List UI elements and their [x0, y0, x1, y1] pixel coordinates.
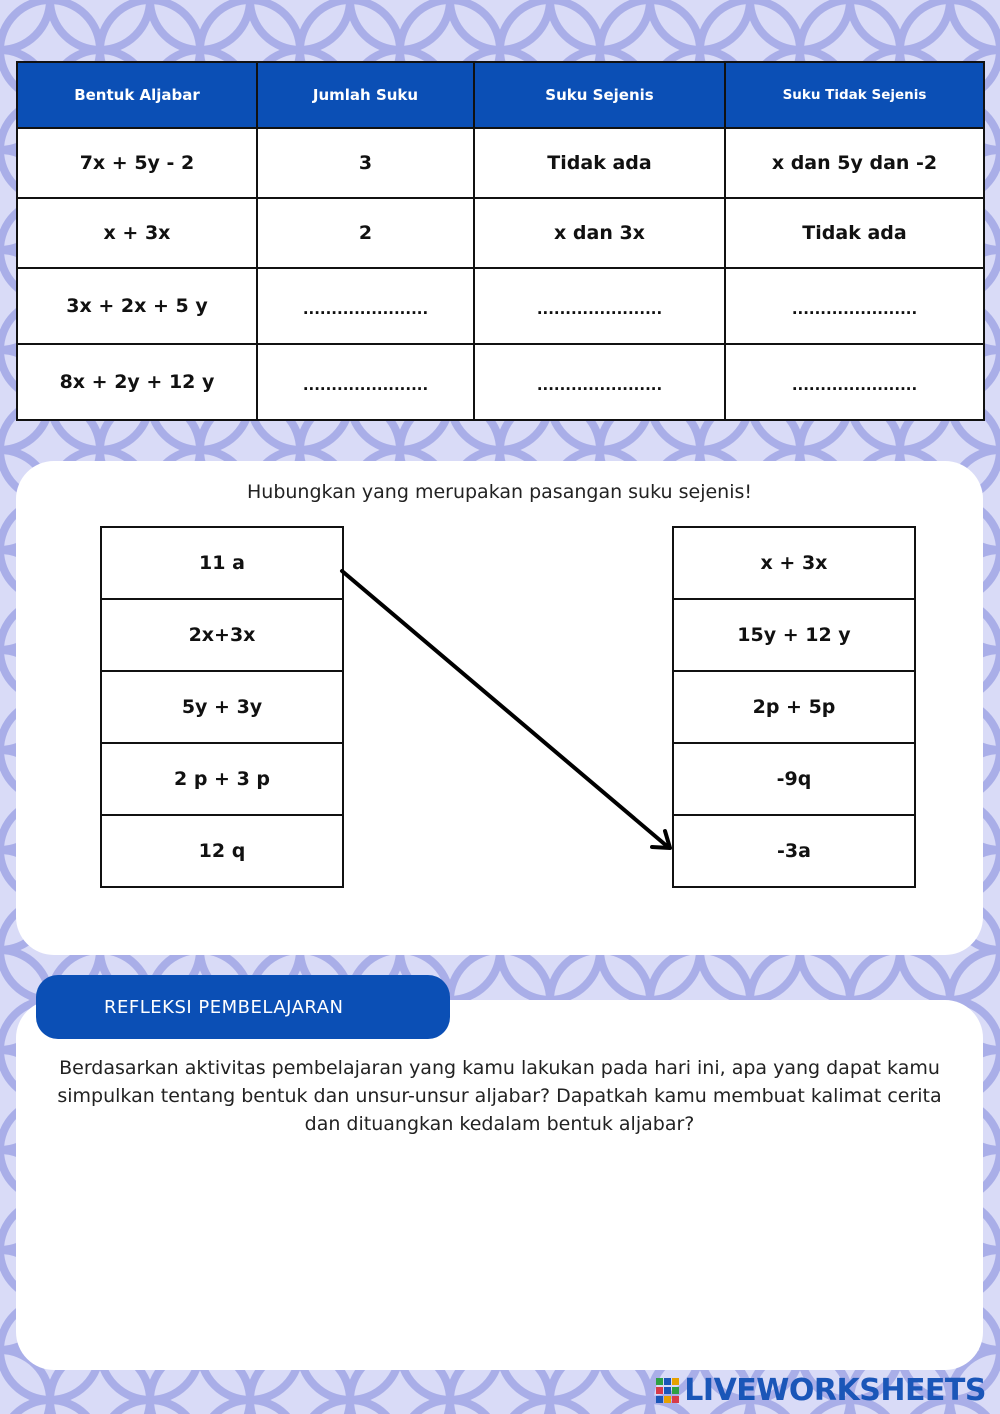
right-column	[672, 526, 916, 888]
answer-blank[interactable]: ......................	[257, 268, 474, 344]
left-item[interactable]: 2 p + 3 p	[102, 744, 342, 816]
table-cell: 7x + 5y - 2	[17, 128, 257, 198]
table-cell: 3x + 2x + 5 y	[17, 268, 257, 344]
answer-blank[interactable]: ......................	[725, 344, 984, 420]
table-cell: Tidak ada	[725, 198, 984, 268]
answer-blank[interactable]: ......................	[725, 268, 984, 344]
reflection-panel	[16, 1000, 983, 1370]
reflection-question: Berdasarkan aktivitas pembelajaran yang kamu lakukan pada hari ini, apa yang dapat kamu simpulkan tentang bentuk dan unsur-unsur aljabar? Dapatkah kamu membuat kalimat cerita dan dituangkan kedalam bentuk aljabar?	[57, 1057, 942, 1135]
table-cell: 2	[257, 198, 474, 268]
table-row	[17, 344, 984, 420]
table-cell: Tidak ada	[474, 128, 725, 198]
table-cell: 8x + 2y + 12 y	[17, 344, 257, 420]
left-column	[100, 526, 344, 888]
right-item[interactable]: -3a	[674, 816, 914, 888]
left-item[interactable]: 12 q	[102, 816, 342, 888]
right-item[interactable]: 15y + 12 y	[674, 600, 914, 672]
table-cell: x + 3x	[17, 198, 257, 268]
algebra-table	[16, 61, 985, 421]
table-row	[17, 128, 984, 198]
left-item[interactable]: 11 a	[102, 528, 342, 600]
table-cell: x dan 3x	[474, 198, 725, 268]
right-item[interactable]: x + 3x	[674, 528, 914, 600]
answer-blank[interactable]: ......................	[257, 344, 474, 420]
table-header-row	[17, 62, 984, 128]
table-cell: x dan 5y dan -2	[725, 128, 984, 198]
matching-panel	[16, 461, 983, 955]
brand-name: LIVEWORKSHEETS	[684, 1373, 986, 1408]
table-cell: 3	[257, 128, 474, 198]
right-item[interactable]: -9q	[674, 744, 914, 816]
reflection-title: REFLEKSI PEMBELAJARAN	[36, 975, 450, 1039]
table-row	[17, 268, 984, 344]
left-item[interactable]: 5y + 3y	[102, 672, 342, 744]
matching-instruction: Hubungkan yang merupakan pasangan suku sejenis!	[246, 481, 752, 503]
header-suku-sejenis: Suku Sejenis	[474, 62, 725, 128]
right-item[interactable]: 2p + 5p	[674, 672, 914, 744]
table-row	[17, 198, 984, 268]
header-bentuk-aljabar: Bentuk Aljabar	[17, 62, 257, 128]
header-suku-tidak-sejenis: Suku Tidak Sejenis	[725, 62, 984, 128]
header-jumlah-suku: Jumlah Suku	[257, 62, 474, 128]
brand	[656, 1373, 986, 1408]
liveworksheets-logo-icon	[656, 1378, 680, 1404]
answer-blank[interactable]: ......................	[474, 344, 725, 420]
answer-blank[interactable]: ......................	[474, 268, 725, 344]
left-item[interactable]: 2x+3x	[102, 600, 342, 672]
